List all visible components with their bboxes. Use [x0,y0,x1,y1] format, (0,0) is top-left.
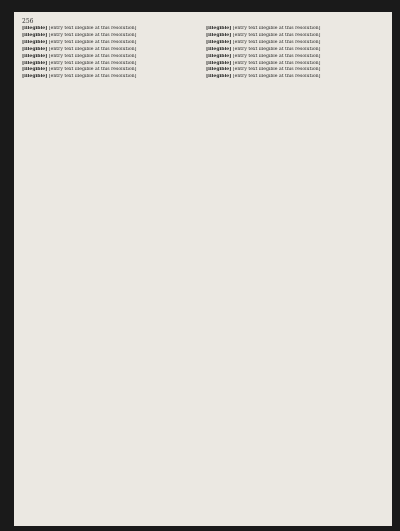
register-entry [206,26,384,33]
register-entry-name: [illegible] [206,67,232,73]
register-entry [22,33,200,40]
register-columns [22,26,384,520]
register-entry-name: [illegible] [22,53,48,59]
register-entry-name: [illegible] [206,46,232,52]
register-column-left [22,26,200,520]
register-entry-text: [entry text illegible at this resolution] [231,60,321,66]
register-entry [22,61,200,68]
register-entry-text: [entry text illegible at this resolution] [231,39,321,45]
register-entry-text: [entry text illegible at this resolution] [47,60,137,66]
register-entry-name: [illegible] [206,74,232,80]
register-entry [206,74,384,81]
register-entry-text: [entry text illegible at this resolution] [231,32,321,38]
register-entry-name: [illegible] [22,32,48,38]
register-entry-text: [entry text illegible at this resolution] [231,74,321,80]
register-entry-name: [illegible] [22,60,48,66]
register-entry-text: [entry text illegible at this resolution] [47,32,137,38]
register-entry-name: [illegible] [206,53,232,59]
register-entry [206,67,384,74]
register-entry-text: [entry text illegible at this resolution] [47,53,137,59]
register-entry-name: [illegible] [22,26,48,31]
register-column-right [206,26,384,520]
register-entry-text: [entry text illegible at this resolution] [47,26,137,31]
register-entry-text: [entry text illegible at this resolution] [47,39,137,45]
register-entry-text: [entry text illegible at this resolution] [231,53,321,59]
register-entry [206,47,384,54]
register-entry-text: [entry text illegible at this resolution] [47,67,137,73]
register-entry [22,74,200,81]
page-number: 256 [22,18,34,25]
register-entry-text: [entry text illegible at this resolution] [231,26,321,31]
register-entry [206,54,384,61]
register-entry [22,40,200,47]
register-entry-text: [entry text illegible at this resolution] [231,67,321,73]
register-entry-name: [illegible] [206,39,232,45]
register-entry [22,26,200,33]
register-entry-name: [illegible] [206,26,232,31]
register-entry-name: [illegible] [22,46,48,52]
register-entry [22,54,200,61]
register-entry [206,33,384,40]
register-entry-text: [entry text illegible at this resolution] [47,46,137,52]
register-entry-text: [entry text illegible at this resolution] [47,74,137,80]
register-page [14,12,392,526]
register-entry-name: [illegible] [206,60,232,66]
register-entry-name: [illegible] [22,39,48,45]
register-entry-name: [illegible] [22,74,48,80]
register-entry [206,61,384,68]
register-entry [22,67,200,74]
register-entry-name: [illegible] [206,32,232,38]
register-entry [22,47,200,54]
register-entry-text: [entry text illegible at this resolution] [231,46,321,52]
register-entry [206,40,384,47]
register-entry-name: [illegible] [22,67,48,73]
